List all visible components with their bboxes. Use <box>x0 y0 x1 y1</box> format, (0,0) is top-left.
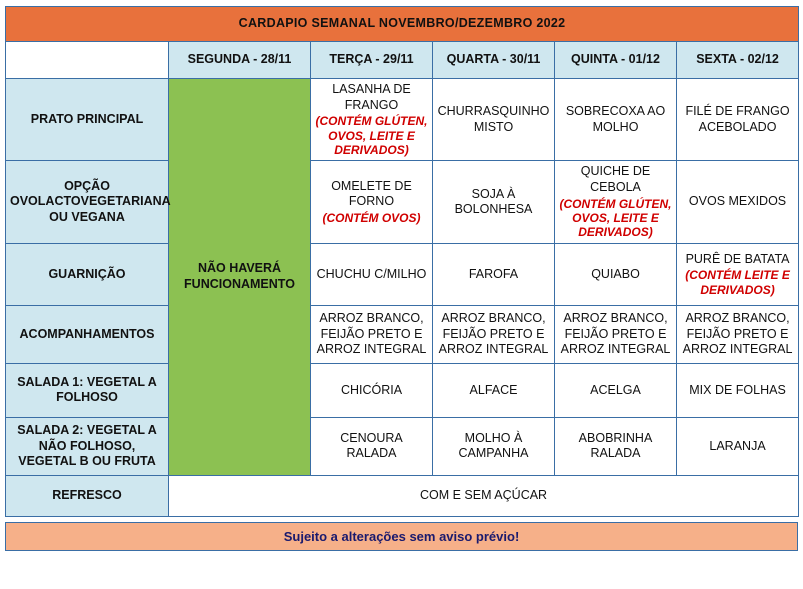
dish-name: ARROZ BRANCO, FEIJÃO PRETO E ARROZ INTEGRAL <box>438 310 549 357</box>
row-header-refresco: REFRESCO <box>6 475 169 516</box>
dish-name: ARROZ BRANCO, FEIJÃO PRETO E ARROZ INTEGRAL <box>682 310 793 357</box>
row-header-guarnicao: GUARNIÇÃO <box>6 243 169 305</box>
title-row <box>6 7 799 42</box>
dish-name: FILÉ DE FRANGO ACEBOLADO <box>685 104 790 134</box>
column-header-sexta: SEXTA - 02/12 <box>677 42 799 79</box>
dish-name: FAROFA <box>468 266 519 281</box>
cell-salada2-sexta <box>677 417 799 475</box>
row-header-opcao-vegetariana: OPÇÃO OVOLACTOVEGETARIANA OU VEGANA <box>6 161 169 243</box>
cell-guarnicao-quinta <box>555 243 677 305</box>
cell-opcao-quarta <box>433 161 555 243</box>
row-header-salada-1: SALADA 1: VEGETAL A FOLHOSO <box>6 363 169 417</box>
column-header-quinta: QUINTA - 01/12 <box>555 42 677 79</box>
cell-guarnicao-terca <box>311 243 433 305</box>
cell-guarnicao-quarta <box>433 243 555 305</box>
cell-salada2-quinta <box>555 417 677 475</box>
cell-prato-principal-sexta <box>677 79 799 161</box>
cell-acompanhamentos-quarta <box>433 305 555 363</box>
cell-salada2-quarta <box>433 417 555 475</box>
table-row <box>6 243 799 305</box>
cell-acompanhamentos-sexta <box>677 305 799 363</box>
dish-name: ALFACE <box>469 382 518 397</box>
table-row <box>6 363 799 417</box>
dish-name: OMELETE DE FORNO <box>331 178 412 209</box>
cell-acompanhamentos-terca <box>311 305 433 363</box>
table-row <box>6 79 799 161</box>
cell-acompanhamentos-quinta <box>555 305 677 363</box>
cell-salada2-terca <box>311 417 433 475</box>
cell-opcao-terca <box>311 161 433 243</box>
cell-opcao-sexta <box>677 161 799 243</box>
cell-opcao-quinta <box>555 161 677 243</box>
cell-salada1-quarta <box>433 363 555 417</box>
dish-name: SOBRECOXA AO MOLHO <box>565 104 666 134</box>
dish-name: QUIABO <box>591 266 640 281</box>
allergen-note: (CONTÉM OVOS) <box>322 211 421 226</box>
cell-salada1-sexta <box>677 363 799 417</box>
dish-name: ARROZ BRANCO, FEIJÃO PRETO E ARROZ INTEGRAL <box>316 310 427 357</box>
dish-name: CHICÓRIA <box>340 382 403 397</box>
footer-disclaimer: Sujeito a alterações sem aviso prévio! <box>5 522 798 551</box>
row-header-acompanhamentos: ACOMPANHAMENTOS <box>6 305 169 363</box>
cell-prato-principal-quarta <box>433 79 555 161</box>
cell-salada1-quinta <box>555 363 677 417</box>
allergen-note: (CONTÉM LEITE E DERIVADOS) <box>685 268 790 297</box>
cell-prato-principal-terca <box>311 79 433 161</box>
refresco-row <box>6 475 799 516</box>
dish-name: LASANHA DE FRANGO <box>332 82 411 112</box>
dish-name: CENOURA RALADA <box>340 430 403 461</box>
weekly-menu-table <box>5 6 799 517</box>
row-header-salada-2: SALADA 2: VEGETAL A NÃO FOLHOSO, VEGETAL B OU FRUTA <box>6 417 169 475</box>
cell-guarnicao-sexta <box>677 243 799 305</box>
closed-notice: NÃO HAVERÁ FUNCIONAMENTO <box>169 79 311 476</box>
column-header-terca: TERÇA - 29/11 <box>311 42 433 79</box>
dish-name: PURÊ DE BATATA <box>685 251 790 266</box>
dish-name: MIX DE FOLHAS <box>689 382 786 397</box>
dish-name: ABOBRINHA RALADA <box>578 430 653 461</box>
dish-name: QUICHE DE CEBOLA <box>580 164 651 195</box>
cell-prato-principal-quinta <box>555 79 677 161</box>
column-header-quarta: QUARTA - 30/11 <box>433 42 555 79</box>
dish-name: MOLHO À CAMPANHA <box>458 430 529 461</box>
dish-name: LARANJA <box>709 438 766 453</box>
allergen-note: (CONTÉM GLÚTEN, OVOS, LEITE E DERIVADOS) <box>315 114 428 158</box>
table-row <box>6 161 799 243</box>
table-row <box>6 417 799 475</box>
column-header-row <box>6 42 799 79</box>
allergen-note: (CONTÉM GLÚTEN, OVOS, LEITE E DERIVADOS) <box>559 196 672 240</box>
dish-name: ACELGA <box>590 382 641 397</box>
cell-refresco-value: COM E SEM AÇÚCAR <box>169 475 799 516</box>
corner-cell <box>6 42 169 79</box>
cell-salada1-terca <box>311 363 433 417</box>
dish-name: CHUCHU C/MILHO <box>316 266 427 281</box>
page-title: CARDAPIO SEMANAL NOVEMBRO/DEZEMBRO 2022 <box>6 7 799 42</box>
column-header-segunda: SEGUNDA - 28/11 <box>169 42 311 79</box>
dish-name: SOJA À BOLONHESA <box>454 186 533 217</box>
dish-name: CHURRASQUINHO MISTO <box>437 104 550 134</box>
dish-name: ARROZ BRANCO, FEIJÃO PRETO E ARROZ INTEGRAL <box>560 310 671 357</box>
row-header-prato-principal: PRATO PRINCIPAL <box>6 79 169 161</box>
table-row <box>6 305 799 363</box>
dish-name: OVOS MEXIDOS <box>688 194 787 209</box>
